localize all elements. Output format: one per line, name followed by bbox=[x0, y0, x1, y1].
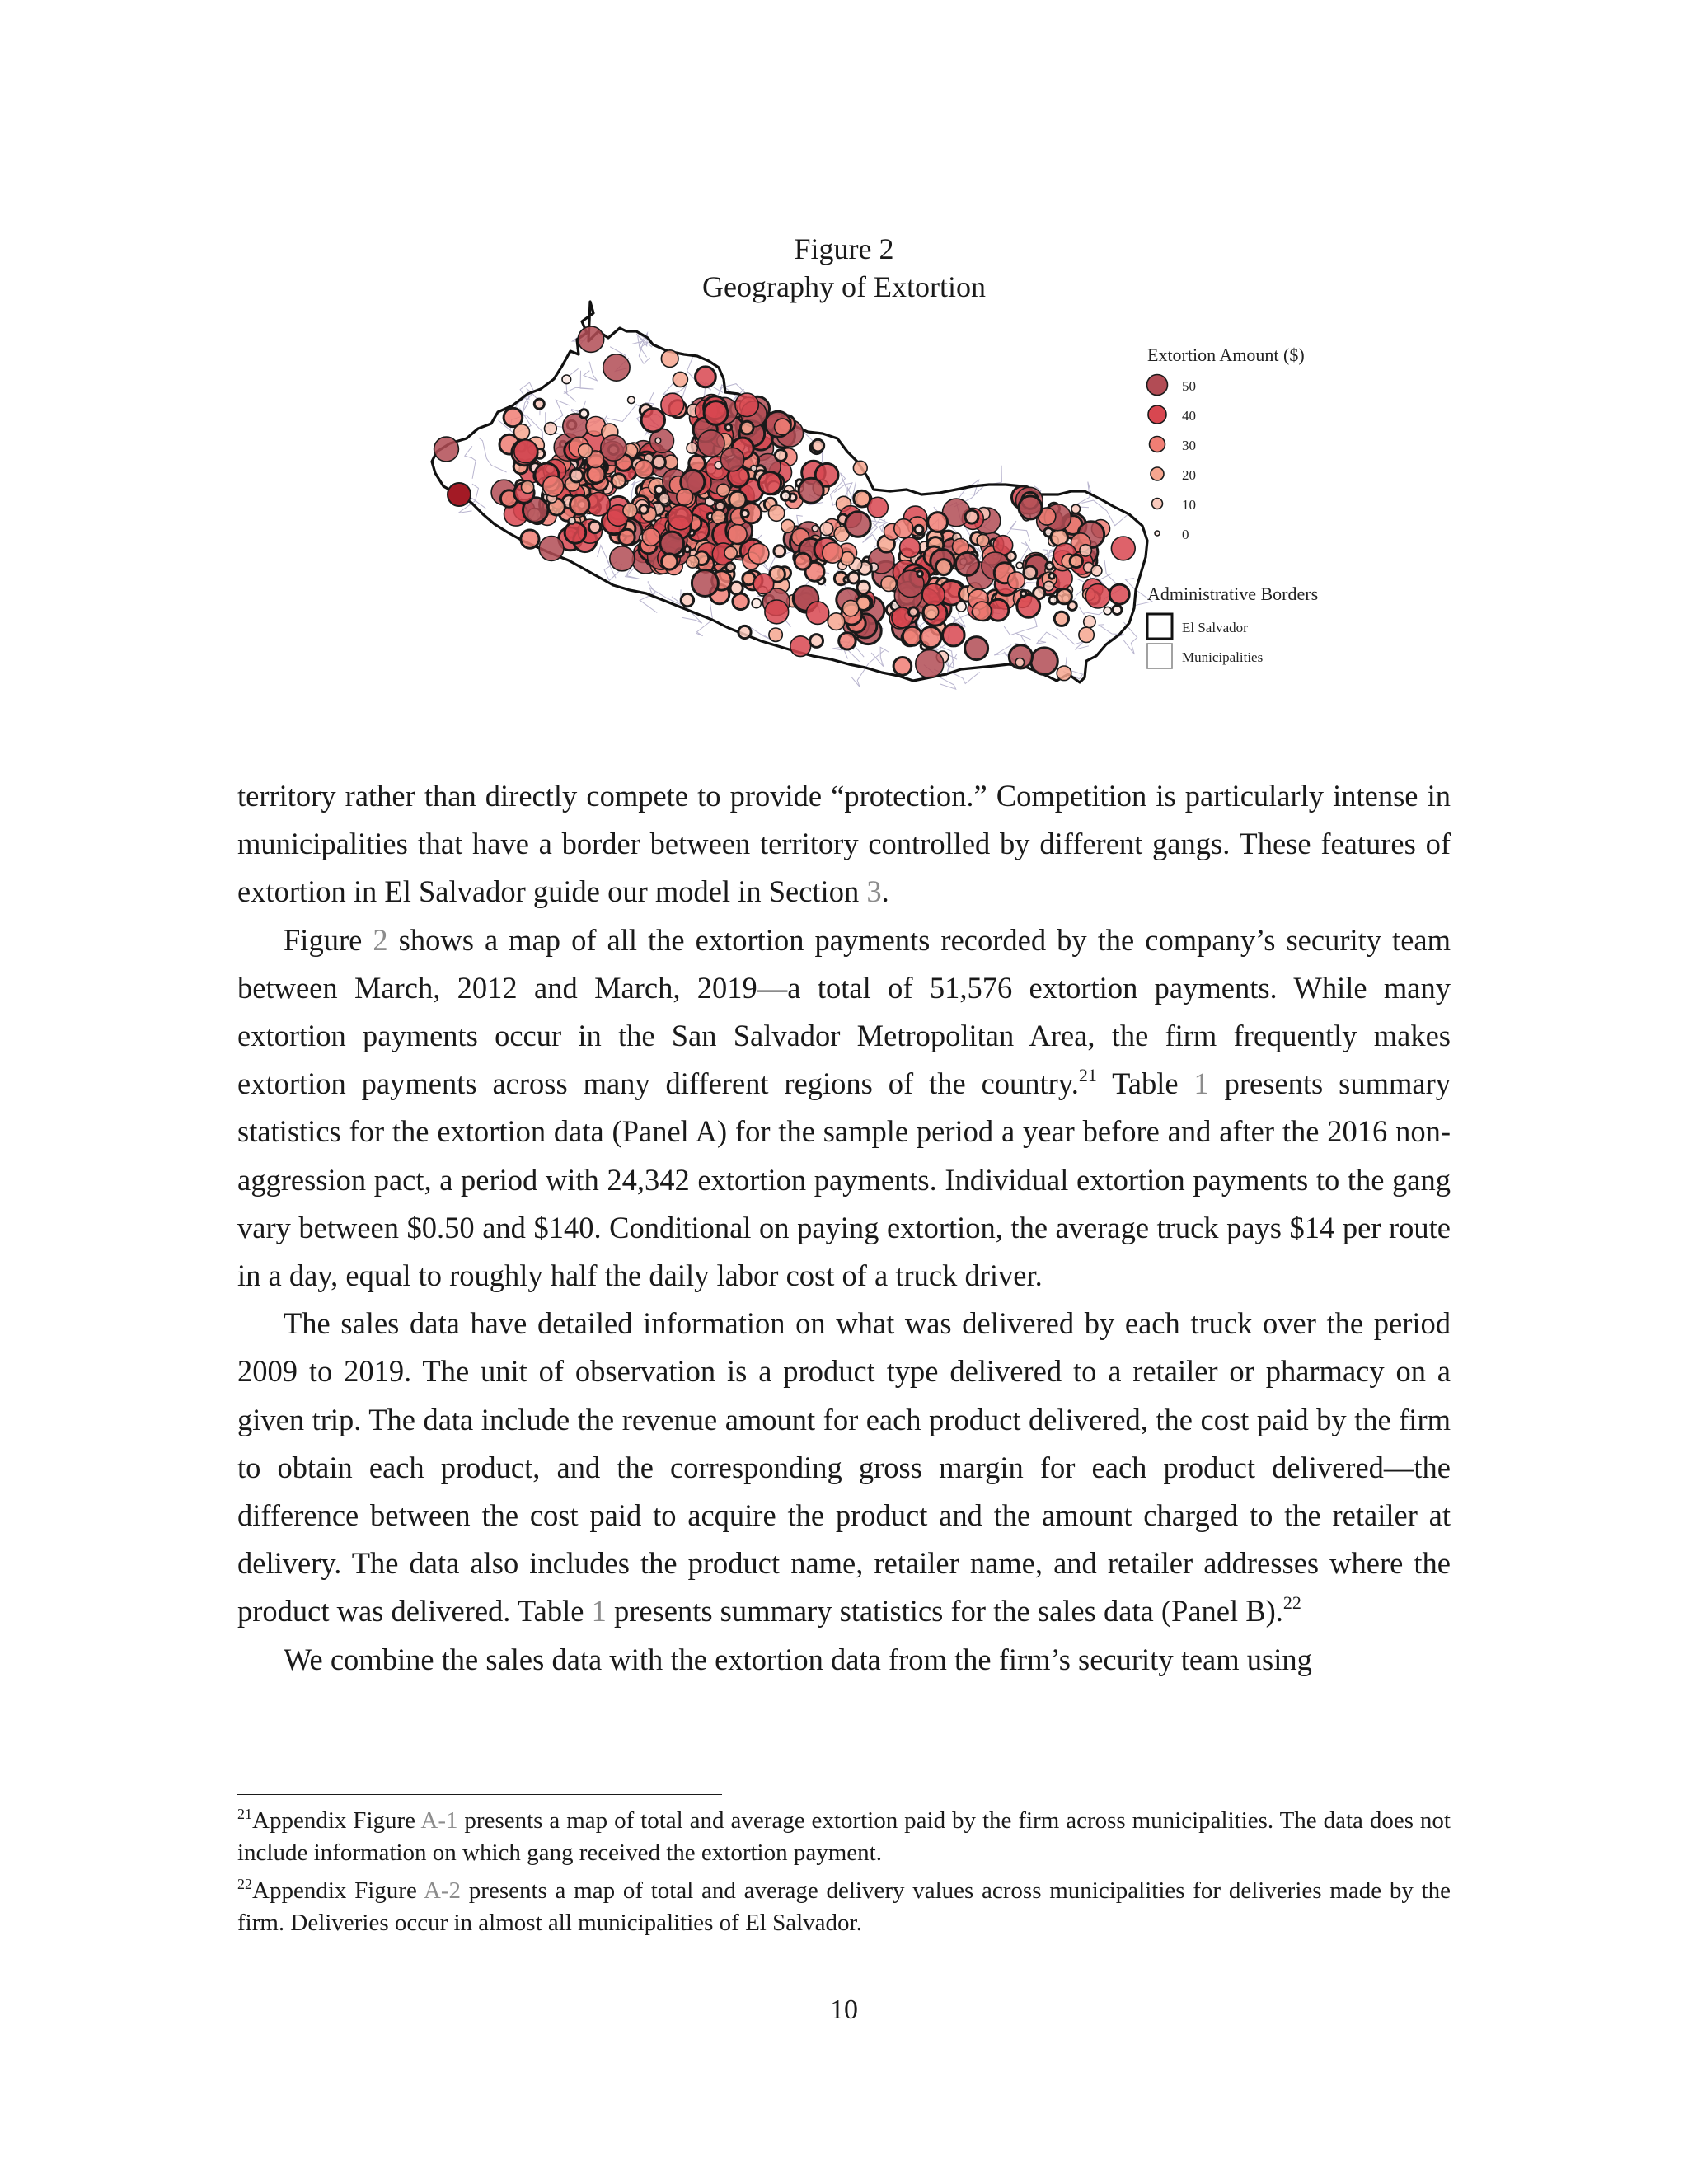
figure-ref-link[interactable]: 2 bbox=[373, 922, 388, 957]
extortion-point bbox=[748, 543, 769, 564]
legend-border-item bbox=[1147, 614, 1248, 639]
extortion-point bbox=[857, 581, 870, 593]
extortion-point bbox=[570, 495, 589, 514]
extortion-point bbox=[795, 553, 811, 569]
extortion-point bbox=[774, 546, 785, 557]
extortion-point bbox=[534, 399, 544, 409]
extortion-point bbox=[842, 600, 858, 616]
text-span: Appendix Figure bbox=[252, 1877, 424, 1904]
extortion-point bbox=[1008, 572, 1025, 589]
extortion-point bbox=[733, 593, 748, 609]
table-ref-link[interactable]: 1 bbox=[1193, 1066, 1209, 1101]
footnotes bbox=[237, 1805, 1451, 1945]
extortion-point bbox=[579, 410, 588, 419]
legend-size-item bbox=[1150, 437, 1197, 454]
legend-size-item bbox=[1151, 467, 1196, 483]
extortion-point bbox=[696, 367, 716, 387]
paragraph bbox=[237, 1636, 1451, 1684]
extortion-point bbox=[790, 636, 811, 657]
extortion-point bbox=[717, 484, 729, 496]
extortion-point bbox=[1084, 616, 1095, 627]
extortion-point bbox=[769, 628, 782, 641]
municipality-border-segment bbox=[465, 446, 476, 479]
legend-size-item bbox=[1152, 497, 1197, 513]
extortion-point bbox=[715, 501, 724, 510]
extortion-point bbox=[1079, 627, 1094, 642]
extortion-point bbox=[569, 518, 575, 524]
extortion-point bbox=[916, 650, 944, 678]
legend-size-item bbox=[1155, 527, 1189, 542]
extortion-point bbox=[936, 560, 952, 575]
extortion-point bbox=[1020, 591, 1026, 597]
extortion-point bbox=[514, 424, 530, 440]
legend-size-label: 30 bbox=[1182, 438, 1196, 453]
extortion-point bbox=[1044, 581, 1054, 591]
text-span: presents a map of total and average delivery values across municipalities for deliveries made by the firm. Deliveries occur in almost all municipalities of El Salvador. bbox=[237, 1877, 1451, 1936]
extortion-point bbox=[673, 372, 687, 387]
extortion-point bbox=[753, 574, 774, 594]
extortion-point bbox=[601, 435, 626, 461]
legend-size-item bbox=[1147, 375, 1197, 396]
extortion-point bbox=[812, 439, 824, 452]
extortion-point bbox=[820, 523, 833, 536]
extortion-point bbox=[610, 546, 635, 571]
extortion-point bbox=[848, 572, 860, 583]
extortion-point bbox=[928, 513, 948, 532]
extortion-point bbox=[726, 563, 735, 572]
extortion-point bbox=[1057, 589, 1071, 604]
text-span: We combine the sales data with the extortion data from the firm’s security team using bbox=[284, 1642, 1312, 1676]
appendix-figure-ref-link[interactable]: A-2 bbox=[423, 1877, 462, 1904]
municipality-border-segment bbox=[1037, 632, 1058, 644]
extortion-point bbox=[903, 626, 921, 645]
footnote-mark: 22 bbox=[237, 1876, 252, 1892]
extortion-point bbox=[1015, 658, 1025, 668]
municipality-border-segment bbox=[584, 362, 598, 381]
text-span: presents summary statistics for the extortion data (Panel A) for the sample period a year before and after the 2016 non-aggression pact, a period with 24,342 extortion payments. Individual extortion payments to the gang vary between $0.50 and $140. Conditional on paying extortion, the average truck pays $14 per route in a day, equal to roughly half the daily labor cost of a truck driver. bbox=[237, 1066, 1451, 1293]
appendix-figure-ref-link[interactable]: A-1 bbox=[420, 1807, 458, 1834]
extortion-point bbox=[725, 424, 732, 431]
municipality-border-segment bbox=[632, 341, 650, 363]
extortion-point bbox=[522, 480, 534, 493]
footnote bbox=[237, 1875, 1451, 1938]
figure-number: Figure 2 bbox=[794, 232, 894, 265]
extortion-point bbox=[735, 393, 758, 416]
extortion-point bbox=[623, 504, 637, 518]
legend-municipality-swatch bbox=[1147, 644, 1172, 668]
legend-size-swatch bbox=[1151, 467, 1164, 480]
extortion-point bbox=[965, 637, 988, 660]
extortion-point bbox=[768, 505, 784, 521]
municipality-border-segment bbox=[564, 368, 579, 401]
extortion-point bbox=[810, 635, 823, 648]
legend-size-title: Extortion Amount ($) bbox=[1147, 344, 1305, 365]
extortion-point bbox=[730, 582, 743, 594]
legend-country-swatch bbox=[1147, 614, 1172, 639]
extortion-point bbox=[1024, 566, 1037, 579]
extortion-point bbox=[668, 505, 693, 530]
extortion-point bbox=[741, 421, 754, 434]
extortion-point bbox=[806, 602, 828, 624]
legend-border-item bbox=[1147, 644, 1263, 668]
extortion-point bbox=[681, 593, 693, 606]
extortion-point bbox=[924, 605, 939, 620]
extortion-point bbox=[1017, 595, 1040, 618]
extortion-point bbox=[965, 510, 978, 523]
extortion-point bbox=[915, 525, 923, 533]
extortion-point bbox=[765, 600, 789, 624]
extortion-point bbox=[853, 461, 867, 475]
legend-size-swatch bbox=[1155, 531, 1160, 536]
figure-title: Geography of Extortion bbox=[702, 270, 986, 303]
extortion-points bbox=[434, 326, 1136, 681]
extortion-point bbox=[1085, 584, 1109, 608]
extortion-point bbox=[751, 466, 757, 471]
extortion-point bbox=[655, 485, 663, 494]
page-number: 10 bbox=[830, 1994, 858, 2025]
extortion-point bbox=[1057, 666, 1071, 681]
legend-size-swatch bbox=[1152, 499, 1163, 509]
extortion-point bbox=[1111, 537, 1135, 560]
extortion-point bbox=[956, 602, 966, 612]
legend-size-label: 40 bbox=[1182, 408, 1196, 424]
extortion-point bbox=[839, 633, 856, 649]
extortion-point bbox=[1019, 496, 1042, 519]
extortion-point bbox=[1104, 607, 1111, 614]
text-span: territory rather than directly compete to provide “protection.” Competition is particularly intense in municipalities that have a border between territory controlled by different gangs. These features of extortion in El Salvador guide our model in Section bbox=[237, 779, 1451, 909]
text-span: Table bbox=[1096, 1066, 1194, 1101]
extortion-point bbox=[921, 627, 941, 648]
footnote-mark-link[interactable]: 22 bbox=[1282, 1592, 1301, 1614]
extortion-point bbox=[846, 512, 871, 537]
extortion-point bbox=[823, 542, 843, 563]
extortion-point bbox=[684, 546, 690, 552]
legend-size-swatch bbox=[1148, 405, 1166, 424]
extortion-point bbox=[677, 489, 693, 505]
body-text bbox=[237, 772, 1451, 1684]
extortion-point bbox=[893, 658, 912, 676]
extortion-point bbox=[909, 607, 918, 616]
extortion-point bbox=[1071, 504, 1081, 513]
legend-size-item bbox=[1148, 405, 1196, 424]
extortion-point bbox=[653, 456, 665, 468]
legend-size-label: 10 bbox=[1182, 497, 1196, 513]
extortion-point bbox=[565, 523, 586, 544]
extortion-point bbox=[692, 570, 718, 597]
extortion-point bbox=[660, 532, 684, 555]
extortion-point bbox=[662, 554, 678, 569]
extortion-point bbox=[1046, 562, 1053, 569]
legend-size-swatch bbox=[1147, 375, 1168, 396]
extortion-point bbox=[570, 469, 584, 482]
extortion-point bbox=[521, 530, 539, 548]
extortion-point bbox=[775, 419, 791, 435]
extortion-point bbox=[635, 460, 653, 478]
extortion-point bbox=[514, 440, 537, 463]
extortion-point bbox=[943, 624, 965, 646]
extortion-point bbox=[900, 537, 921, 558]
text-span: presents a map of total and average extortion paid by the firm across municipalities. The data does not include information on which gang received the extortion payment. bbox=[237, 1807, 1451, 1866]
legend-size-swatch bbox=[1150, 437, 1165, 452]
extortion-point bbox=[687, 555, 699, 568]
legend-border-label: Municipalities bbox=[1182, 649, 1264, 665]
extortion-point bbox=[589, 521, 601, 532]
extortion-point bbox=[922, 583, 945, 606]
extortion-point bbox=[758, 472, 781, 494]
municipality-border-segment bbox=[1007, 521, 1030, 541]
extortion-point bbox=[1031, 648, 1058, 675]
extortion-point bbox=[799, 478, 823, 503]
paragraph bbox=[237, 1300, 1451, 1635]
extortion-point bbox=[738, 626, 751, 638]
extortion-map bbox=[0, 0, 1688, 742]
extortion-point bbox=[641, 409, 664, 432]
footnote-divider bbox=[237, 1794, 722, 1795]
extortion-point bbox=[828, 613, 845, 630]
extortion-point bbox=[1113, 606, 1122, 615]
extortion-point bbox=[698, 430, 724, 457]
extortion-point bbox=[562, 375, 571, 384]
legend-size-items bbox=[1147, 375, 1197, 543]
extortion-point bbox=[543, 476, 564, 496]
paragraph bbox=[237, 772, 1451, 916]
footnote bbox=[237, 1805, 1451, 1868]
text-span: . bbox=[881, 874, 889, 909]
extortion-point bbox=[812, 526, 818, 532]
footnote-mark: 21 bbox=[237, 1806, 252, 1822]
legend-size-label: 50 bbox=[1182, 378, 1196, 394]
extortion-point bbox=[1016, 562, 1023, 569]
extortion-point bbox=[655, 438, 661, 443]
extortion-point bbox=[628, 396, 635, 404]
extortion-point bbox=[854, 490, 870, 507]
extortion-point bbox=[1109, 584, 1129, 604]
map-legend bbox=[1147, 344, 1319, 668]
extortion-point bbox=[752, 598, 761, 607]
extortion-point bbox=[1070, 555, 1082, 567]
table-ref-link[interactable]: 1 bbox=[591, 1594, 607, 1629]
extortion-point bbox=[1049, 574, 1055, 579]
extortion-point bbox=[728, 525, 747, 544]
extortion-point bbox=[619, 529, 635, 545]
extortion-point bbox=[781, 519, 795, 532]
extortion-point bbox=[956, 552, 979, 575]
extortion-point bbox=[775, 450, 786, 462]
text-span: Appendix Figure bbox=[252, 1807, 421, 1834]
text-span: Figure bbox=[284, 922, 373, 957]
extortion-point bbox=[687, 443, 697, 453]
extortion-point bbox=[545, 423, 557, 435]
extortion-point bbox=[661, 393, 684, 416]
extortion-point bbox=[741, 510, 748, 518]
extortion-point bbox=[659, 494, 669, 504]
legend-border-title: Administrative Borders bbox=[1147, 583, 1319, 604]
extortion-point bbox=[720, 448, 743, 471]
extortion-point bbox=[603, 354, 630, 381]
footnote-mark-link[interactable]: 21 bbox=[1078, 1065, 1097, 1086]
extortion-point bbox=[724, 546, 737, 559]
extortion-point bbox=[642, 528, 659, 546]
extortion-point bbox=[917, 571, 923, 577]
extortion-point bbox=[977, 534, 989, 546]
extortion-point bbox=[640, 505, 649, 514]
extortion-point bbox=[579, 443, 593, 457]
extortion-point bbox=[1091, 565, 1102, 576]
extortion-point bbox=[612, 474, 626, 488]
text-span: The sales data have detailed information on what was delivered by each truck over the period 2009 to 2019. The unit of observation is a product type delivered to a retailer or pharmacy on a given trip. The data include the revenue amount for each product delivered, the cost paid by the firm to obtain each product, and the corresponding gross margin for each product delivered—the difference between the cost paid to acquire the product and the amount charged to the retailer at delivery. The data also includes the product name, retailer name, and retailer addresses where the product was delivered. Table bbox=[237, 1306, 1451, 1629]
extortion-point bbox=[1054, 612, 1068, 626]
paragraph bbox=[237, 916, 1451, 1301]
legend-size-label: 20 bbox=[1182, 467, 1196, 483]
text-span: shows a map of all the extortion payments recorded by the company’s security team between March, 2012 and March, 2019—a total of 51,576 extortion payments. While many extortion payments occur in the San Salvador Metropolitan Area, the firm frequently makes extortion payments across many different regions of the country. bbox=[237, 922, 1451, 1101]
extortion-point bbox=[434, 437, 459, 462]
extortion-point bbox=[1080, 545, 1091, 556]
legend-border-label: El Salvador bbox=[1182, 620, 1248, 635]
section-ref-link[interactable]: 3 bbox=[866, 874, 882, 909]
extortion-point bbox=[448, 483, 471, 506]
municipality-border-segment bbox=[1015, 633, 1031, 645]
legend-size-label: 0 bbox=[1182, 527, 1189, 542]
extortion-point bbox=[894, 519, 913, 538]
extortion-point bbox=[973, 602, 992, 621]
extortion-point bbox=[539, 537, 564, 561]
extortion-point bbox=[578, 326, 603, 352]
text-span: presents summary statistics for the sales data (Panel B). bbox=[606, 1594, 1283, 1629]
extortion-point bbox=[661, 350, 678, 368]
extortion-point bbox=[704, 401, 728, 425]
municipality-border-segment bbox=[871, 647, 889, 667]
extortion-point bbox=[781, 491, 790, 500]
